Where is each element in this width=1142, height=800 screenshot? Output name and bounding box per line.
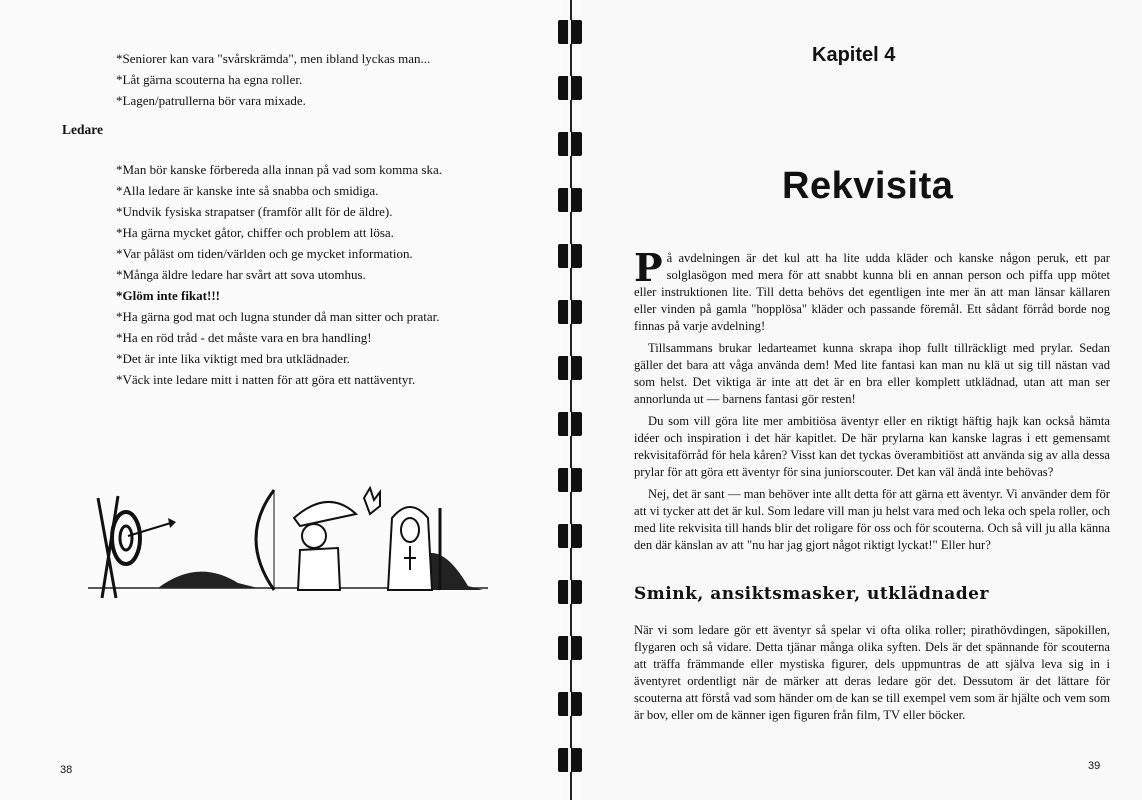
binding-ring: [558, 468, 582, 492]
list-item: *Många äldre ledare har svårt att sova utomhus.: [116, 267, 366, 282]
list-item: *Seniorer kan vara "svårskrämda", men ibland lyckas man...: [116, 51, 431, 66]
archery-illustration: [88, 478, 488, 608]
list-item: *Alla ledare är kanske inte så snabba och smidiga.: [116, 183, 379, 198]
page-number: 38: [60, 764, 73, 776]
right-page: [582, 0, 1142, 800]
page-number: 39: [1088, 760, 1101, 772]
list-item: *Ha gärna god mat och lugna stunder då man sitter och pratar.: [116, 309, 440, 324]
page-title: Rekvisita: [782, 165, 954, 207]
binding-ring: [558, 20, 582, 44]
list-item: *Ha gärna mycket gåtor, chiffer och problem att lösa.: [116, 225, 394, 240]
left-page: [0, 0, 562, 800]
list-item: *Man bör kanske förbereda alla innan på vad som komma ska.: [116, 162, 442, 177]
binding-ring: [558, 132, 582, 156]
hill-shape: [158, 572, 258, 588]
body-text: [634, 245, 1110, 559]
archer-head: [302, 524, 326, 548]
list-item: *Det är inte lika viktigt med bra utklädnader.: [116, 351, 350, 366]
leader-tips-list: [116, 159, 442, 390]
binding-ring: [558, 188, 582, 212]
paragraph: Tillsammans brukar ledarteamet kunna skrapa ihop fullt tillräckligt med prylar. Sedan gäller det bara att våga använda dem! Med lite fantasi kan man nu klä ut sig till nästan vad som helst. Det viktiga är inte att det är en bra eller komplett utklädnad, utan att man ser annorlunda ut — barnens fantasi gör resten!: [634, 341, 1110, 406]
archer-body: [298, 548, 340, 590]
list-item: *Väck inte ledare mitt i natten för att göra ett nattäventyr.: [116, 372, 416, 387]
binding-ring: [558, 692, 582, 716]
list-item: *Lagen/patrullerna bör vara mixade.: [116, 93, 306, 108]
binding-ring: [558, 356, 582, 380]
chapter-label: Kapitel 4: [812, 44, 896, 66]
body-text: [634, 622, 1110, 729]
list-item: *Ha en röd tråd - det måste vara en bra handling!: [116, 330, 372, 345]
list-item-emphasis: *Glöm inte fikat!!!: [116, 288, 220, 303]
binding-ring: [558, 748, 582, 772]
binding-ring: [558, 580, 582, 604]
list-item: *Låt gärna scouterna ha egna roller.: [116, 72, 303, 87]
paragraph: På avdelningen är det kul att ha lite udda kläder och kanske någon peruk, ett par solglasögon med mera för att snabbt kunna bli en annan person och piffa upp mötet eller instruktionen lite. Till detta behövs det egentligen inte mer än att man länsar källaren eller vinden på gamla "hopplösa" kläder och passande föremål. Ett sådant förråd borde nog finnas på varje avdelning!: [634, 245, 1110, 333]
list-item: *Var påläst om tiden/världen och ge mycket information.: [116, 246, 413, 261]
feathered-hat: [294, 502, 356, 526]
section-label-leaders: Ledare: [62, 122, 103, 137]
binding-ring: [558, 300, 582, 324]
binding-ring: [558, 76, 582, 100]
list-item: *Undvik fysiska strapatser (framför allt för de äldre).: [116, 204, 393, 219]
drop-cap: P: [634, 245, 663, 290]
binding-ring: [558, 412, 582, 436]
section-heading: Smink, ansiktsmasker, utklädnader: [634, 584, 989, 604]
binding-ring: [558, 636, 582, 660]
paragraph: Nej, det är sant — man behöver inte allt detta för att gärna ett äventyr. Vi använder dem för att vi tycker att det är kul. Som ledare vill man ju helst vara med och leka och spela roller, och med lite rekvisita till hands blir det roligare för oss och för scouterna. Och så vill ju alla känna den där känslan av att "nu har jag gjort något riktigt lyckat!" Eller hur?: [634, 487, 1110, 552]
binding-ring: [558, 244, 582, 268]
waving-hand-icon: [364, 488, 380, 514]
target-icon: [112, 512, 140, 564]
paragraph: När vi som ledare gör ett äventyr så spelar vi ofta olika roller; pirathövdingen, säpokillen, flygaren och så vidare. Detta tjänar många olika syften. Dels är det spännande för scouterna att träffa främmande eller mystiska figurer, dels uppmuntras de att själva leva sig in i äventyret ordentligt när de märker att deras ledare gör det. Dessutom är det lättare för scouterna att förstå vad som händer om de kan se till exempel vem som är hjälte och vem som är bov, eller om de känner igen figuren från film, TV eller böcker.: [634, 623, 1110, 722]
paragraph: Du som vill göra lite mer ambitiösa äventyr eller en riktigt häftig hajk kan också hämta idéer och inspiration i det här kapitlet. De här prylarna kan kanske lagras i ett gemensamt rekvisitaförråd för hela kåren? Visst kan det tyckas överambitiöst att använda sig av alla dessa prylar för att göra ett äventyr för sina juniorscouter. Det kan väl ändå inte behövas?: [634, 414, 1110, 479]
binding-ring: [558, 524, 582, 548]
senior-tips-list: [116, 48, 430, 111]
bow-icon: [256, 490, 274, 590]
